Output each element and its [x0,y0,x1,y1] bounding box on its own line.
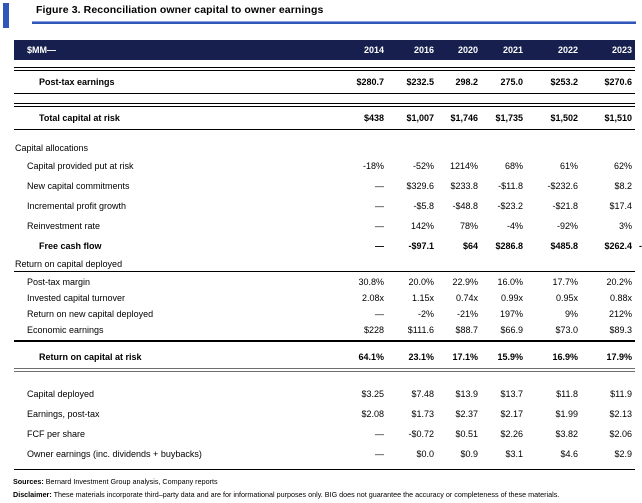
cell-value: $1,510 [604,113,632,123]
cell-value: $11.8 [556,389,578,399]
cell-value: $2.08 [361,409,384,419]
table-body [14,67,642,470]
cell-value: -$48.8 [452,201,478,211]
table-row [14,107,635,130]
cell-value: — [375,221,384,231]
table-row [14,444,635,464]
table-row [14,306,635,322]
table-row [14,345,635,368]
table-row [14,71,635,94]
disclaimer-text: These materials incorporate third–party data and are for informational purposes only. BIG does not guarantee the accuracy or completeness of these materials. [53,489,560,499]
table-row [14,196,635,216]
cell-value: — [375,241,384,251]
section-header-row [14,140,635,156]
table-row [14,290,635,306]
row-label: Capital provided put at risk [27,161,134,171]
row-label: Return on capital at risk [39,351,142,362]
table-row [14,156,635,176]
cell-value: 2.08x [361,293,384,303]
cell-value: 9% [564,309,578,319]
cell-value: — [375,429,384,439]
cell-value: 20.0% [408,277,434,287]
cell-value: -$0.72 [408,429,434,439]
cell-value: 61% [559,161,578,171]
cell-value: — [375,309,384,319]
table-row [14,424,635,444]
row-label: Total capital at risk [39,113,120,123]
disclaimer-label: Disclaimer: [13,489,52,499]
sources-text: Bernard Investment Group analysis, Company reports [45,477,218,486]
cell-value: $13.7 [500,389,523,399]
year-column-header: 2023 [611,45,632,55]
row-label: New capital commitments [27,181,130,191]
table-row [14,404,635,424]
cell-value: $2.26 [500,429,523,439]
cell-value: $0.9 [460,449,478,459]
table-row [14,236,642,256]
table-rule [14,340,635,342]
cell-value: 68% [504,161,523,171]
row-label: Return on new capital deployed [27,309,154,319]
cell-value: $4.6 [560,449,578,459]
row-label: Capital deployed [27,389,95,399]
year-column-header: 2014 [363,45,384,55]
title-underline [32,21,636,24]
cell-value: $2.9 [614,449,632,459]
cell-value: $2.37 [455,409,478,419]
cell-value: 17.9% [606,351,632,362]
cell-value: 0.95x [555,293,578,303]
title-accent-bar [3,3,9,28]
cell-value: -$232.6 [547,181,578,191]
row-label: Incremental profit growth [27,201,127,211]
table-row [14,384,635,404]
row-label: Owner earnings (inc. dividends + buybacks) [27,449,202,459]
cell-value: -$5.8 [413,201,434,211]
cell-value: 17.7% [552,277,578,287]
cell-value: 64.1% [358,351,384,362]
cell-value: 1.15x [411,293,434,303]
cell-value: — [375,201,384,211]
row-label: Economic earnings [27,325,104,335]
cell-value: 23.1% [408,351,434,362]
cell-value: 212% [608,309,632,319]
year-column-header: 2022 [557,45,578,55]
cell-value: $1.99 [555,409,578,419]
cell-value: 275.0 [500,77,523,87]
cell-value: -$21.8 [552,201,578,211]
unit-label: $MM— [27,45,56,55]
cell-value: $286.8 [495,241,523,251]
cell-value: $262.4 [604,241,632,251]
cell-value: $3.82 [555,429,578,439]
row-label: Invested capital turnover [27,293,126,303]
cell-value: 20.2% [606,277,632,287]
table-row [14,274,635,290]
year-column-header: 2021 [502,45,523,55]
cell-value: 0.74x [455,293,478,303]
cell-value: $2.17 [500,409,523,419]
cell-value: $280.7 [356,77,384,87]
cell-value: -$97.1 [408,241,434,251]
cell-value: 15.9% [497,351,523,362]
table-header-row [14,40,635,60]
cell-value: $7.48 [411,389,434,399]
cell-value: $1,502 [550,113,578,123]
cell-value: — [375,449,384,459]
cell-value: -$23.2 [497,201,523,211]
sources-line [13,476,640,489]
cell-value: $0.51 [455,429,478,439]
cell-value: 298.2 [455,77,478,87]
cell-value: $13.9 [455,389,478,399]
cell-value: 142% [410,221,434,231]
cell-value: 0.99x [500,293,523,303]
row-label: Free cash flow [39,241,102,251]
cell-value: $438 [363,113,384,123]
year-column-header: 2020 [457,45,478,55]
cell-value: 22.9% [452,277,478,287]
cell-value: 3% [618,221,632,231]
cell-value: $66.9 [500,325,523,335]
cell-value: 30.8% [358,277,384,287]
cell-value: $329.6 [406,181,434,191]
table-row [14,322,635,338]
cell-value: $485.8 [550,241,578,251]
cell-value: $8.2 [614,181,632,191]
cell-value: $270.6 [604,77,632,87]
cell-value: $73.0 [555,325,578,335]
table-rule [14,469,635,470]
clipped-value-fragment: - [639,241,642,251]
year-column-header: 2016 [413,45,434,55]
cell-value: $1.73 [411,409,434,419]
cell-value: $2.13 [609,409,632,419]
row-label: Reinvestment rate [27,221,101,231]
cell-value: — [375,181,384,191]
table-row [14,176,635,196]
cell-value: $17.4 [609,201,632,211]
disclaimer-line [13,489,640,502]
cell-value: $11.9 [610,389,632,399]
row-label: Earnings, post-tax [27,409,100,419]
cell-value: 0.88x [609,293,632,303]
sources-label: Sources: [13,477,44,486]
cell-value: $2.06 [609,429,632,439]
figure-title: Figure 3. Reconciliation owner capital to owner earnings [36,4,324,16]
cell-value: 17.1% [452,351,478,362]
cell-value: $253.2 [550,77,578,87]
row-label: Capital allocations [15,143,89,153]
section-header-row [14,256,635,272]
cell-value: 197% [499,309,523,319]
cell-value: 62% [613,161,632,171]
cell-value: 16.0% [497,277,523,287]
cell-value: $228 [363,325,384,335]
row-label: FCF per share [27,429,86,439]
table-rule [14,368,635,372]
cell-value: -92% [556,221,578,231]
cell-value: $232.5 [406,77,434,87]
cell-value: $0.0 [416,449,434,459]
cell-value: $111.6 [407,325,434,335]
cell-value: -18% [362,161,384,171]
cell-value: $3.25 [361,389,384,399]
cell-value: $64 [462,241,478,251]
cell-value: -21% [456,309,478,319]
cell-value: $89.3 [609,325,632,335]
cell-value: -4% [506,221,523,231]
row-label: Return on capital deployed [15,258,123,269]
cell-value: $1,746 [450,113,478,123]
cell-value: -52% [412,161,434,171]
cell-value: $3.1 [505,449,523,459]
cell-value: $1,735 [495,113,523,123]
cell-value: 1214% [449,161,478,171]
cell-value: $1,007 [406,113,434,123]
row-label: Post-tax margin [27,277,91,287]
cell-value: 78% [459,221,478,231]
table-row [14,216,635,236]
row-label: Post-tax earnings [39,77,115,87]
data-table [14,40,642,470]
cell-value: -2% [417,309,434,319]
footnotes [13,476,640,501]
cell-value: $88.7 [455,325,478,335]
cell-value: -$11.8 [498,181,523,191]
cell-value: 16.9% [552,351,578,362]
cell-value: $233.8 [450,181,478,191]
